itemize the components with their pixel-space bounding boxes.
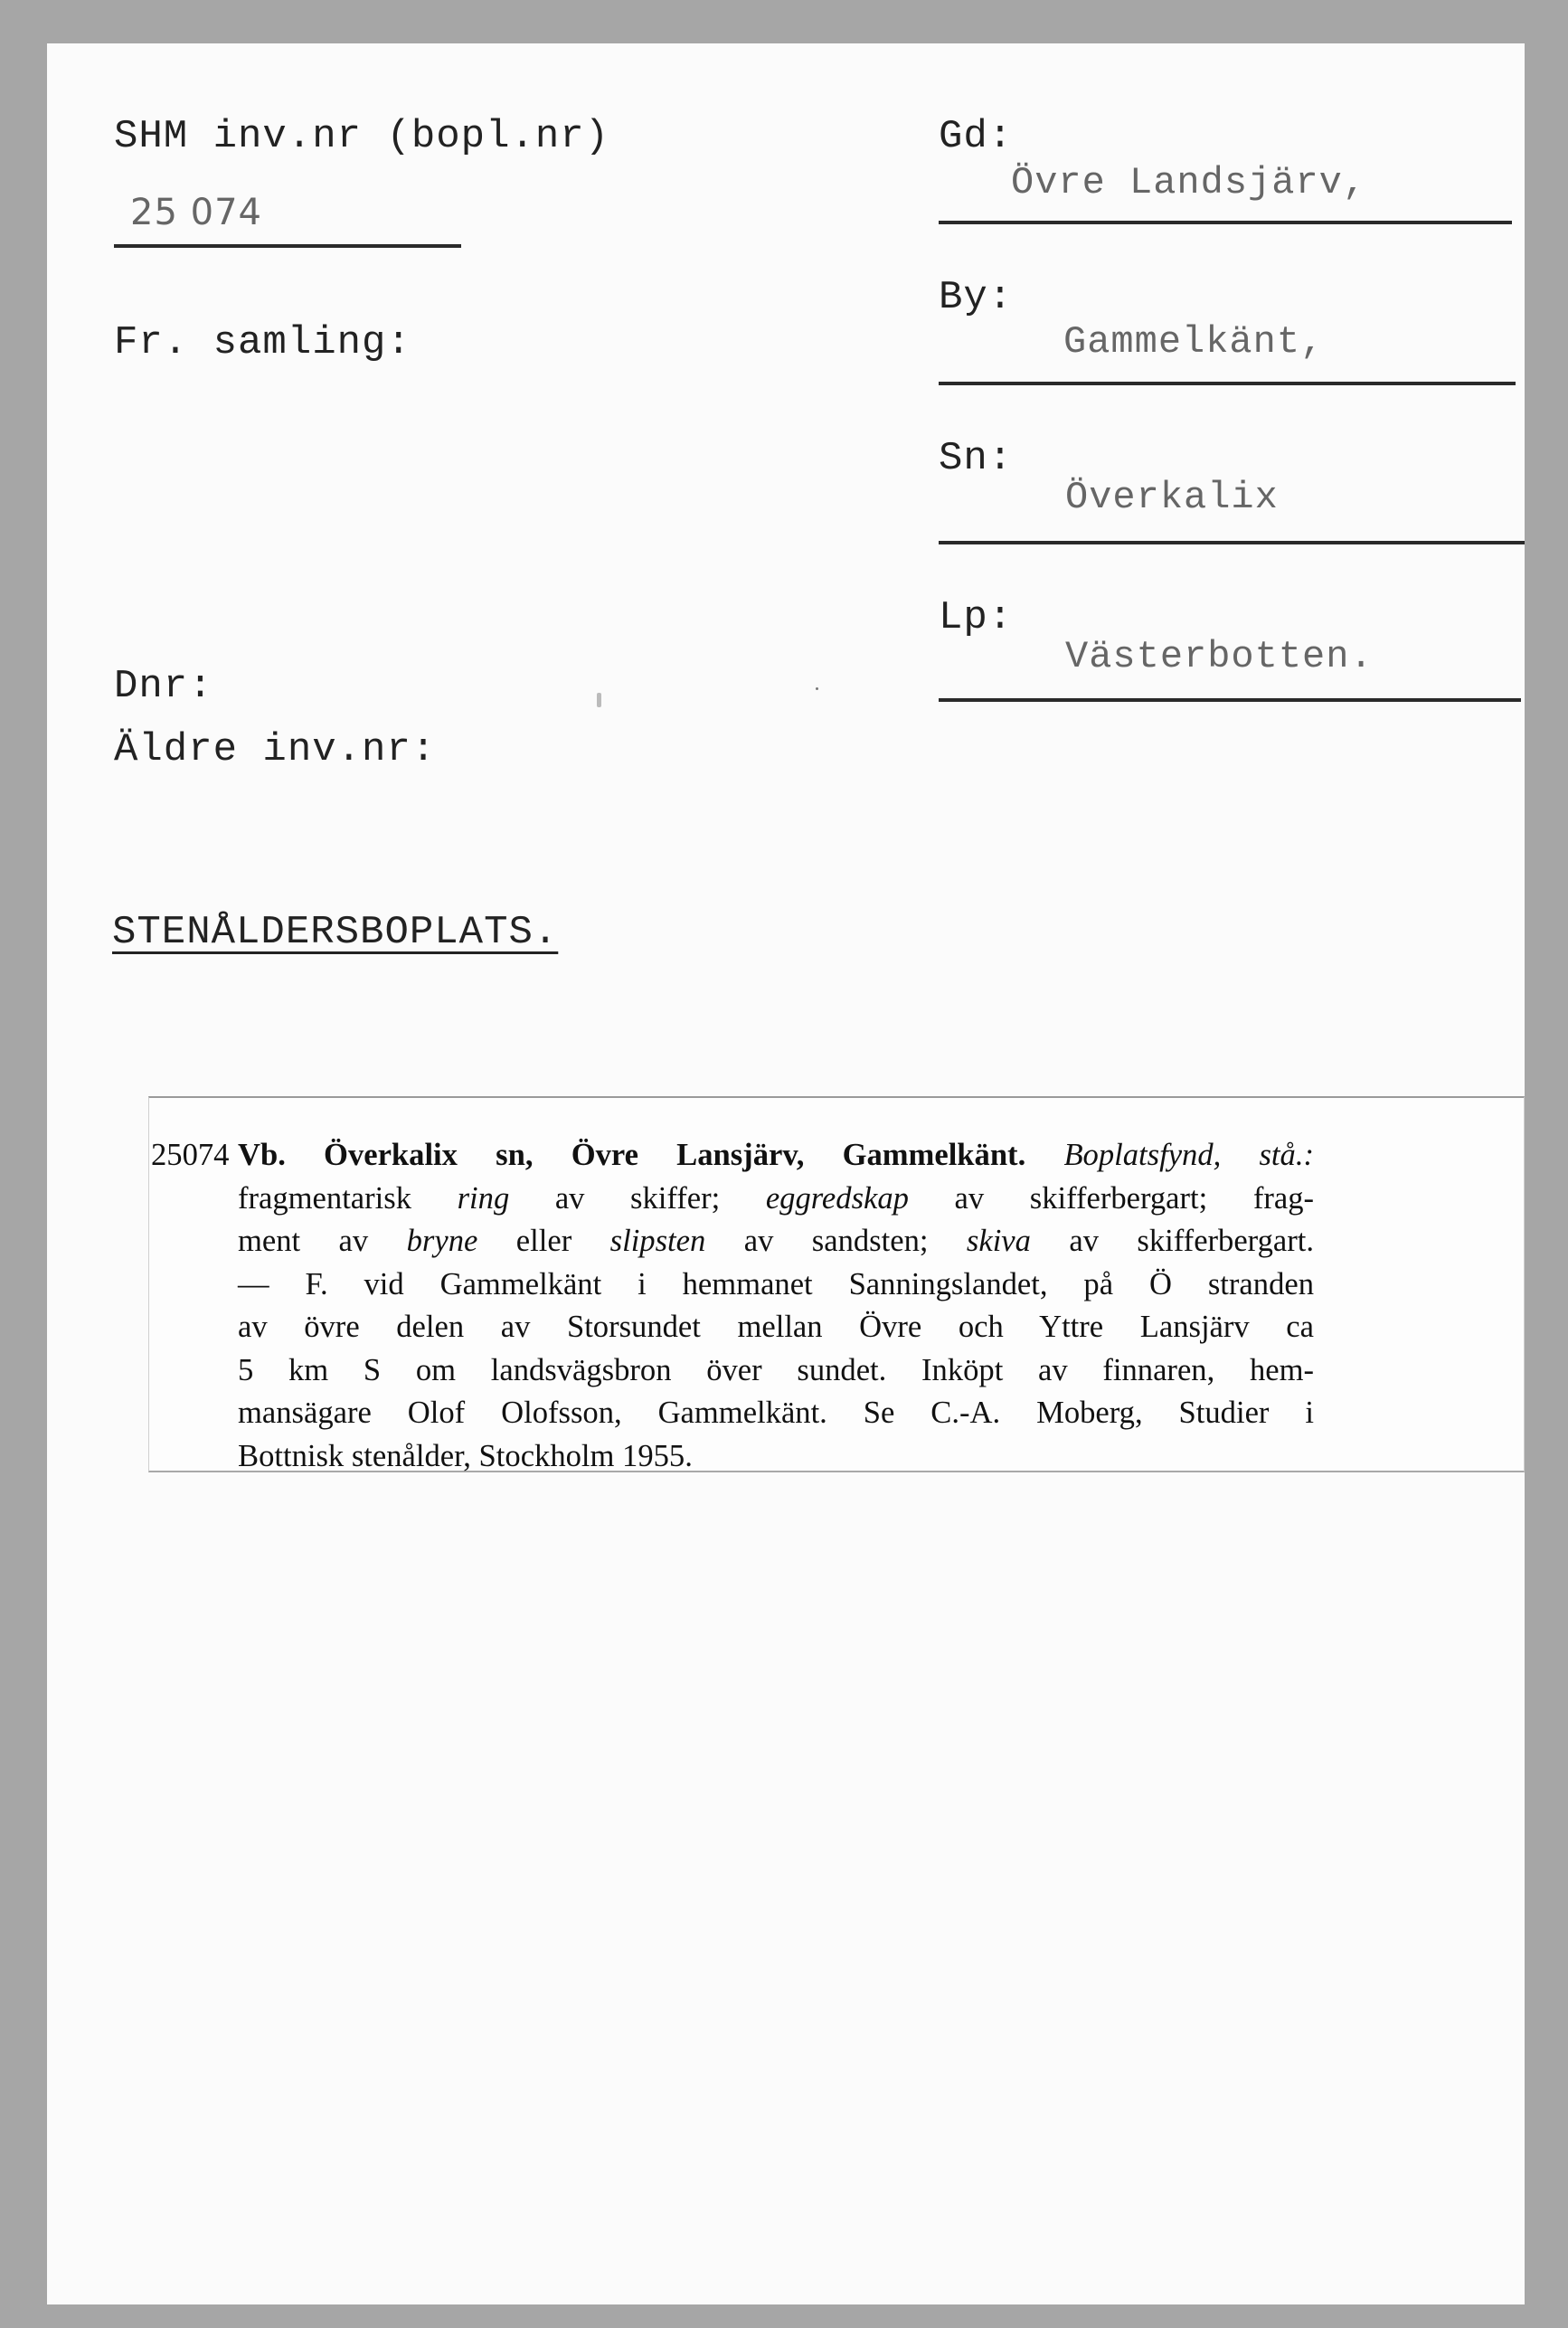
clipping-text-segment	[1025, 1138, 1063, 1172]
by-label: By:	[939, 275, 1014, 320]
by-value: Gammelkänt,	[1063, 320, 1325, 364]
clipping-text-segment: fragmentarisk	[238, 1180, 458, 1216]
heading-stenaldersboplats: STENÅLDERSBOPLATS.	[112, 910, 559, 955]
clipping-line	[238, 1349, 1314, 1393]
clipping-text-segment: Vb. Överkalix sn, Övre Lansjärv, Gammelkänt.	[238, 1138, 1026, 1172]
catalog-card	[47, 43, 1525, 2304]
clipping-text-segment: av skifferbergart.	[1030, 1224, 1314, 1258]
inv-label: SHM inv.nr (bopl.nr)	[114, 114, 610, 159]
dnr-label: Dnr:	[114, 664, 213, 709]
gd-underline	[939, 221, 1512, 224]
clipping-text-segment: av skiffer;	[509, 1180, 766, 1216]
clipping-text-segment: av övre delen av Storsundet mellan Övre och Yttre Lansjärv ca	[238, 1310, 1314, 1344]
speck	[816, 687, 818, 690]
clipping-line	[238, 1306, 1314, 1349]
clipping-text-segment: Bottnisk stenålder, Stockholm 1955.	[238, 1438, 693, 1473]
clipping-text-segment: ment av	[238, 1224, 407, 1258]
catalogue-clipping	[148, 1096, 1525, 1472]
sn-label: Sn:	[939, 436, 1014, 481]
aldre-inv-label: Äldre inv.nr:	[114, 727, 437, 772]
clipping-text-segment: eller	[477, 1224, 610, 1258]
clipping-text-segment: 5 km S om landsvägsbron över sundet. Inköpt av finnaren, hem-	[238, 1352, 1314, 1387]
clipping-text-segment: eggredskap	[765, 1180, 909, 1216]
clipping-text-segment: skiva	[966, 1224, 1031, 1258]
gd-value: Övre Landsjärv,	[1011, 161, 1367, 204]
fr-samling-label: Fr. samling:	[114, 320, 411, 365]
clipping-line	[238, 1435, 1314, 1479]
clipping-text	[151, 1134, 1314, 1478]
speck	[597, 693, 601, 707]
clipping-line	[238, 1263, 1314, 1307]
gd-label: Gd:	[939, 114, 1014, 159]
clipping-text-segment: av skifferbergart; frag-	[908, 1180, 1314, 1216]
lp-value: Västerbotten.	[1065, 635, 1374, 678]
clipping-number: 25074	[151, 1138, 230, 1172]
inv-underline	[114, 244, 461, 248]
clipping-text-segment: mansägare Olof Olofsson, Gammelkänt. Se C.-A. Moberg, Studier i	[238, 1396, 1314, 1430]
lp-underline	[939, 698, 1521, 702]
clipping-text-segment: bryne	[406, 1224, 478, 1258]
clipping-text-segment: slipsten	[609, 1224, 706, 1258]
clipping-line	[151, 1134, 1314, 1178]
clipping-text-segment: ring	[457, 1180, 510, 1216]
clipping-text-segment: av sandsten;	[705, 1224, 967, 1258]
sn-value: Överkalix	[1065, 476, 1279, 519]
clipping-line	[238, 1178, 1314, 1221]
sn-underline	[939, 541, 1525, 544]
inv-value: 25 074	[130, 192, 262, 233]
by-underline	[939, 382, 1516, 385]
clipping-text-segment: — F. vid Gammelkänt i hemmanet Sanningslandet, på Ö stranden	[238, 1266, 1314, 1301]
clipping-line	[238, 1220, 1314, 1263]
lp-label: Lp:	[939, 595, 1014, 640]
clipping-line	[238, 1392, 1314, 1435]
clipping-text-segment: Boplatsfynd, stå.:	[1063, 1138, 1314, 1172]
